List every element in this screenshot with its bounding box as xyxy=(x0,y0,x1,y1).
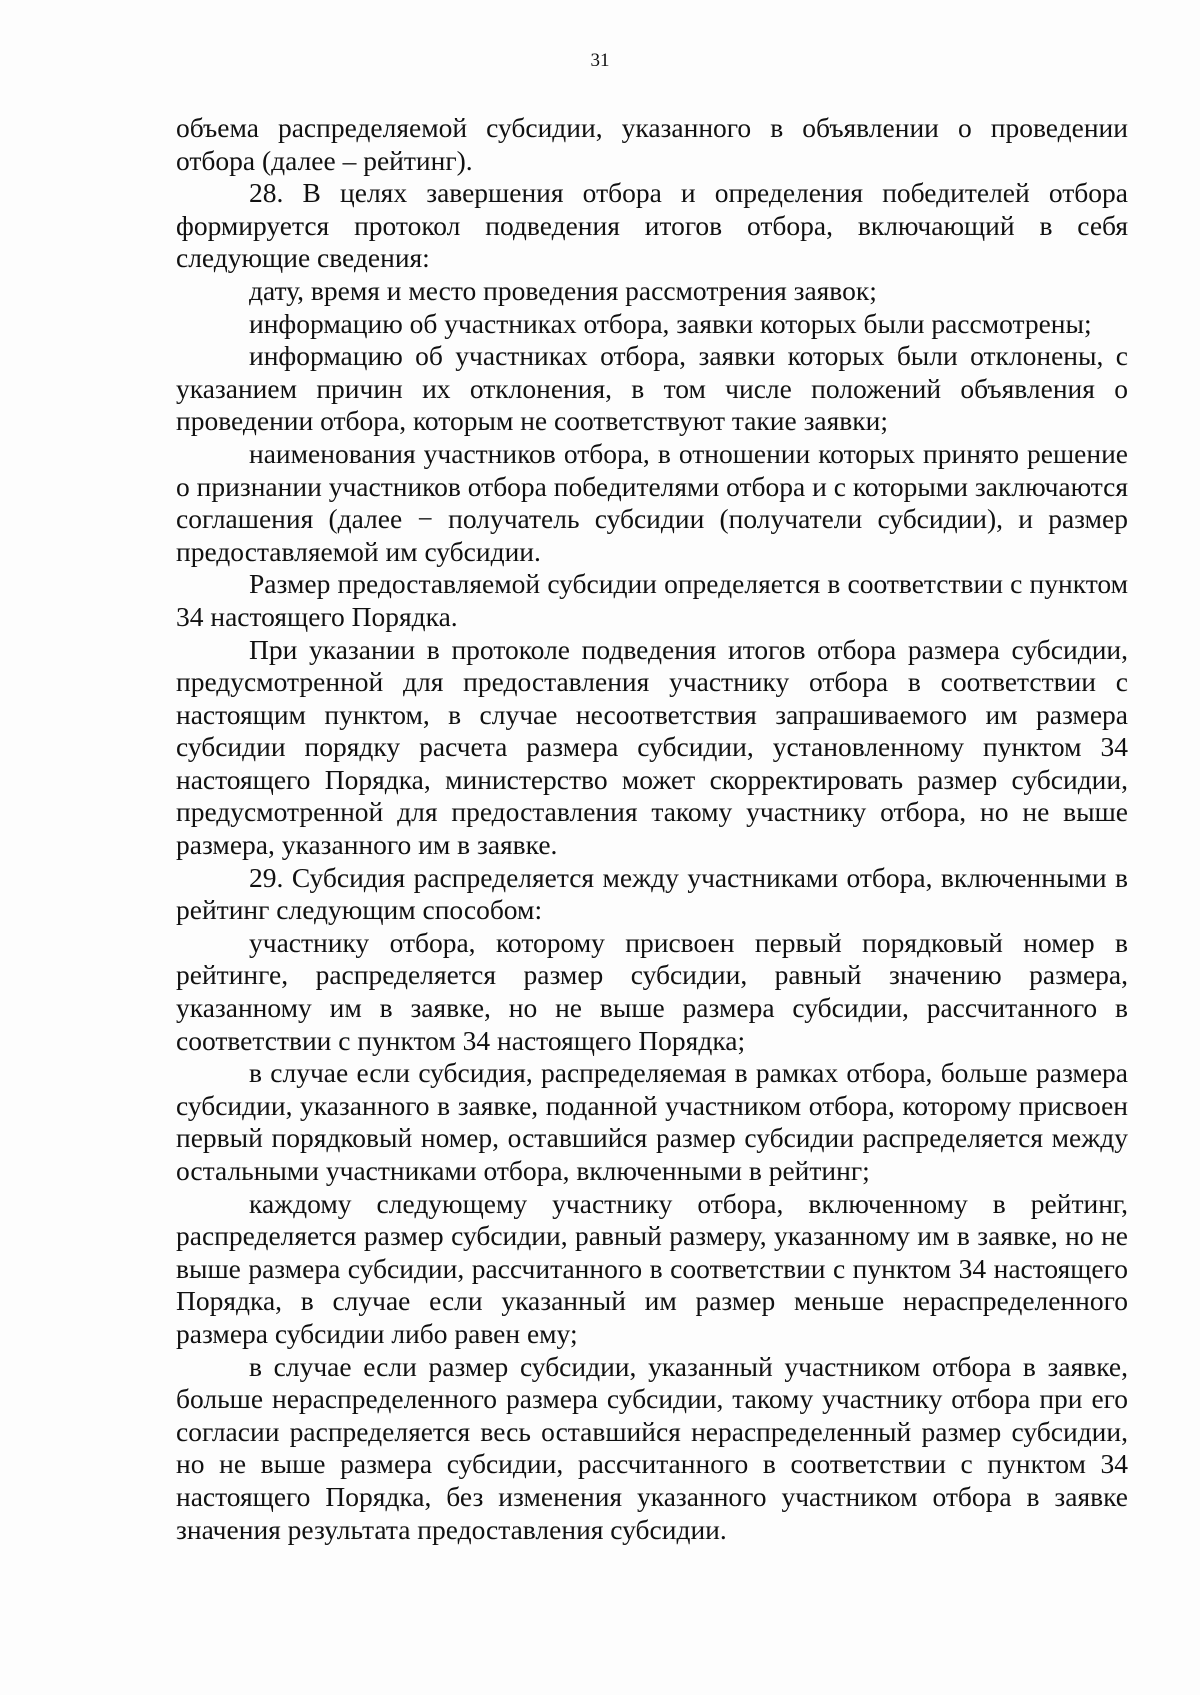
paragraph-winners: наименования участников отбора, в отношении которых принято решение о признании участников отбора победителями отбора и с которыми заключаются соглашения (далее − получатель субсидии (получатели субсидии), и размер предоставляемой им субсидии. xyxy=(176,437,1128,567)
paragraph-rating-end: объема распределяемой субсидии, указанного в объявлении о проведении отбора (далее – рейтинг). xyxy=(176,112,1128,176)
document-body xyxy=(176,112,1128,1546)
paragraph-considered-participants: информацию об участниках отбора, заявки которых были рассмотрены; xyxy=(249,307,1092,339)
paragraph-remaining-distribution: в случае если субсидия, распределяемая в рамках отбора, больше размера субсидии, указанного в заявке, поданной участником отбора, которому присвоен первый порядковый номер, оставшийся размер субсидии распределяется между остальными участниками отбора, включенными в рейтинг; xyxy=(176,1057,1128,1186)
paragraph-rejected-participants: информацию об участниках отбора, заявки которых были отклонены, с указанием причин их отклонения, в том числе положений объявления о проведении отбора, которым не соответствуют такие заявки; xyxy=(176,340,1128,437)
paragraph-next-participant: каждому следующему участнику отбора, включенному в рейтинг, распределяется размер субсидии, равный размеру, указанному им в заявке, но не выше размера субсидии, рассчитанного в соответствии с пунктом 34 настоящего Порядка, в случае если указанный им размер меньше нераспределенного размера субсидии либо равен ему; xyxy=(176,1187,1128,1349)
paragraph-first-participant: участнику отбора, которому присвоен первый порядковый номер в рейтинге, распределяется размер субсидии, равный значению размера, указанному им в заявке, но не выше размера субсидии, рассчитанного в соответствии с пунктом 34 настоящего Порядка; xyxy=(176,926,1128,1056)
paragraph-subsidy-correction: При указании в протоколе подведения итогов отбора размера субсидии, предусмотренной для предоставления участнику отбора в соответствии с настоящим пунктом, в случае несоответствия запрашиваемого им размера субсидии порядку расчета размера субсидии, установленному пунктом 34 настоящего Порядка, министерство может скорректировать размер субсидии, предусмотренной для предоставления такому участнику отбора, но не выше размера, указанного им в заявке. xyxy=(176,633,1128,861)
paragraph-clause-28: 28. В целях завершения отбора и определения победителей отбора формируется протокол подведения итогов отбора, включающий в себя следующие сведения: xyxy=(176,177,1128,274)
paragraph-clause-29: 29. Субсидия распределяется между участниками отбора, включенными в рейтинг следующим способом: xyxy=(176,861,1128,926)
page-number: 31 xyxy=(590,50,610,71)
paragraph-subsidy-size: Размер предоставляемой субсидии определяется в соответствии с пунктом 34 настоящего Порядка. xyxy=(176,568,1128,632)
paragraph-date-time-place: дату, время и место проведения рассмотрения заявок; xyxy=(249,274,877,306)
paragraph-exceeding-request: в случае если размер субсидии, указанный участником отбора в заявке, больше нераспределенного размера субсидии, такому участнику отбора при его согласии распределяется весь оставшийся нераспределенный размер субсидии, но не выше размера субсидии, рассчитанного в соответствии с пунктом 34 настоящего Порядка, без изменения указанного участником отбора в заявке значения результата предоставления субсидии. xyxy=(176,1350,1128,1545)
